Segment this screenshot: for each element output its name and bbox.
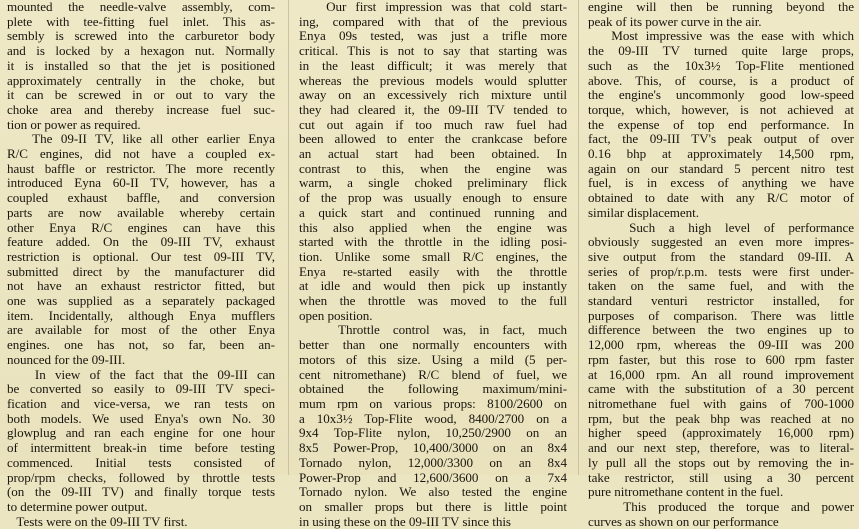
text-line: haust baffle or restrictor. The more recently <box>7 161 275 176</box>
text-line: again on our standard 5 percent nitro test <box>588 161 854 176</box>
text-line: 8x5 Power-Prop, 10,400/3000 on an 8x4 <box>299 441 567 456</box>
text-line: Enya 09s tested, was just a trifle more <box>299 29 567 44</box>
text-line: glowplug and ran each engine for one hour <box>7 426 275 441</box>
text-line: In view of the fact that the 09-III can <box>7 367 275 382</box>
text-line: purposes of comparison. There was little <box>588 308 854 323</box>
text-line: rpm faster, but this rose to 600 rpm faster <box>588 352 854 367</box>
text-line: away on an excessively rich mixture until <box>299 88 567 103</box>
text-line: the engine's uncommonly good low-speed <box>588 88 854 103</box>
text-line: ing, compared with that of the previous <box>299 14 567 29</box>
text-line: not have an exhaust restrictor fitted, but <box>7 279 275 294</box>
text-line: fuel, is in excess of anything we have <box>588 176 854 191</box>
text-line: above. This, of course, is a product of <box>588 73 854 88</box>
text-line: Enya re-started easily with the throttle <box>299 264 567 279</box>
text-line: warm, a single choked preliminary flick <box>299 176 567 191</box>
text-line: submitted direct by the manufacturer did <box>7 264 275 279</box>
text-line: contrast to this, when the engine was <box>299 161 567 176</box>
text-line: are available for most of the other Enya <box>7 323 275 338</box>
text-line: on smaller props but there is little point <box>299 499 567 514</box>
text-line: this also applied when the engine was <box>299 220 567 235</box>
text-line: nitromethane fuel with gains of 700-1000 <box>588 396 854 411</box>
text-line: fication and vice-versa, we ran tests on <box>7 396 275 411</box>
text-line: item. Incidentally, although Enya mufflers <box>7 308 275 323</box>
text-line: 12,000 rpm, whereas the 09-III was 200 <box>588 338 854 353</box>
text-line: cut out again if too much raw fuel had <box>299 117 567 132</box>
text-line: obtained the following maximum/mini- <box>299 382 567 397</box>
column-divider <box>578 0 579 475</box>
text-line: similar displacement. <box>588 205 699 220</box>
text-column-3 <box>588 0 854 529</box>
text-line: open position. <box>299 308 373 323</box>
text-line: higher speed (approximately 16,000 rpm) <box>588 426 854 441</box>
text-column-1 <box>7 0 275 529</box>
text-line: sive output from the standard 09-III. A <box>588 249 854 264</box>
text-line: (on the 09-III TV) and finally torque tests <box>7 485 275 500</box>
text-line: prop/rpm checks, followed by throttle tests <box>7 470 275 485</box>
text-line: curves as shown on our performance <box>588 514 779 529</box>
text-line: engine will then be running beyond the <box>588 0 854 14</box>
text-line: approximately centrally in the choke, but <box>7 73 275 88</box>
text-line: pure nitromethane content in the fuel. <box>588 485 784 500</box>
text-line: standard venturi restrictor installed, for <box>588 294 854 309</box>
text-line: it is installed so that the jet is positioned <box>7 58 275 73</box>
text-line: an actual start had been obtained. In <box>299 147 567 162</box>
text-line: cent nitromethane) R/C blend of fuel, we <box>299 367 567 382</box>
text-line: plete with tee-fitting fuel inlet. This as- <box>7 14 275 29</box>
text-line: it can be screwed in or out to vary the <box>7 88 275 103</box>
text-line: better than one normally encounters with <box>299 338 567 353</box>
text-line: to determine power output. <box>7 499 148 514</box>
text-line: introduced Eyna 60-II TV, however, has a <box>7 176 275 191</box>
text-line: obviously suggested an even more impres- <box>588 235 854 250</box>
text-line: at idle and would then pick up instantly <box>299 279 567 294</box>
text-line: coupled exhaust baffle, and conversion <box>7 191 275 206</box>
text-line: came with the substitution of a 30 percent <box>588 382 854 397</box>
text-line: 9x4 Top-Flite nylon, 10,250/2900 on an <box>299 426 567 441</box>
text-line: Throttle control was, in fact, much <box>299 323 567 338</box>
text-line: such as the 10x3½ Top-Flite mentioned <box>588 58 854 73</box>
text-line: difference between the two engines up to <box>588 323 854 338</box>
text-line: Such a high level of performance <box>588 220 854 235</box>
text-line: in using these on the 09-III TV since this <box>299 514 511 529</box>
text-line: peak of its power curve in the air. <box>588 14 762 29</box>
text-line: Tests were on the 09-III TV first. <box>7 514 188 529</box>
text-line: they had cleared it, the 09-III TV tended to <box>299 102 567 117</box>
text-line: be converted so easily to 09-III TV speci- <box>7 382 275 397</box>
text-line: Our first impression was that cold start- <box>299 0 567 14</box>
text-line: other Enya R/C engines can have this <box>7 220 275 235</box>
text-line: tion. Unlike some small R/C engines, the <box>299 249 567 264</box>
text-line: and our next step, therefore, was to literal- <box>588 441 854 456</box>
text-line: The 09-II TV, like all other earlier Enya <box>7 132 275 147</box>
text-line: ly pull all the stops out by removing the in- <box>588 455 854 470</box>
text-line: mum rpm on various props: 8100/2600 on <box>299 396 567 411</box>
text-line: tion or power as required. <box>7 117 141 132</box>
text-line: taken on the same fuel, and with the <box>588 279 854 294</box>
text-line: at 16,000 rpm. An all round improvement <box>588 367 854 382</box>
text-line: Most impressive was the ease with which <box>588 29 854 44</box>
text-line: a 10x3½ Top-Flite wood, 8400/2700 on a <box>299 411 567 426</box>
text-line: This produced the torque and power <box>588 499 854 514</box>
text-line: engines. one has not, so far, been an- <box>7 338 275 353</box>
text-line: of the prop was usually enough to ensure <box>299 191 567 206</box>
text-line: obtained to date with any R/C motor of <box>588 191 854 206</box>
text-line: the 09-III TV turned quite large props, <box>588 44 854 59</box>
text-line: 0.16 bhp at approximately 14,500 rpm, <box>588 147 854 162</box>
text-column-2 <box>299 0 567 529</box>
text-line: when the throttle was moved to the full <box>299 294 567 309</box>
text-line: a quick start and continued running and <box>299 205 567 220</box>
text-line: whereas the previous models would splutter <box>299 73 567 88</box>
text-line: parts are now available whereby certain <box>7 205 275 220</box>
text-line: series of prop/r.p.m. tests were first under- <box>588 264 854 279</box>
text-line: started with the throttle in the idling posi- <box>299 235 567 250</box>
column-divider <box>288 0 289 475</box>
text-line: Tornado nylon. We also tested the engine <box>299 485 567 500</box>
text-line: of intermittent break-in time before testing <box>7 441 275 456</box>
text-line: Power-Prop and 12,600/3600 on a 7x4 <box>299 470 567 485</box>
text-line: choke area and thereby increase fuel suc- <box>7 102 275 117</box>
text-line: R/C engines, did not have a coupled ex- <box>7 147 275 162</box>
text-line: torque, which, however, is not achieved at <box>588 102 854 117</box>
text-line: motors of this size. Using a mild (5 per- <box>299 352 567 367</box>
text-line: sembly is screwed into the carburetor body <box>7 29 275 44</box>
text-line: Tornado nylon, 12,000/3300 on an 8x4 <box>299 455 567 470</box>
text-line: and is locked by a hexagon nut. Normally <box>7 44 275 59</box>
text-line: in the least difficult; it was merely that <box>299 58 567 73</box>
text-line: mounted the needle-valve assembly, com- <box>7 0 275 14</box>
text-line: take restrictor, still using a 30 percent <box>588 470 854 485</box>
text-line: restriction is optional. Our test 09-III TV, <box>7 249 275 264</box>
text-line: fact, the 09-III TV's peak output of over <box>588 132 854 147</box>
text-line: feature added. On the 09-III TV, exhaust <box>7 235 275 250</box>
text-line: been allowed to enter the crankcase before <box>299 132 567 147</box>
text-line: rpm, but the peak bhp was reached at no <box>588 411 854 426</box>
text-line: nounced for the 09-III. <box>7 352 126 367</box>
text-line: critical. This is not to say that starting was <box>299 44 567 59</box>
text-line: one was supplied as a separately packaged <box>7 294 275 309</box>
text-line: commenced. Initial tests consisted of <box>7 455 275 470</box>
text-line: the expense of top end performance. In <box>588 117 854 132</box>
text-line: both models. We used Enya's own No. 30 <box>7 411 275 426</box>
